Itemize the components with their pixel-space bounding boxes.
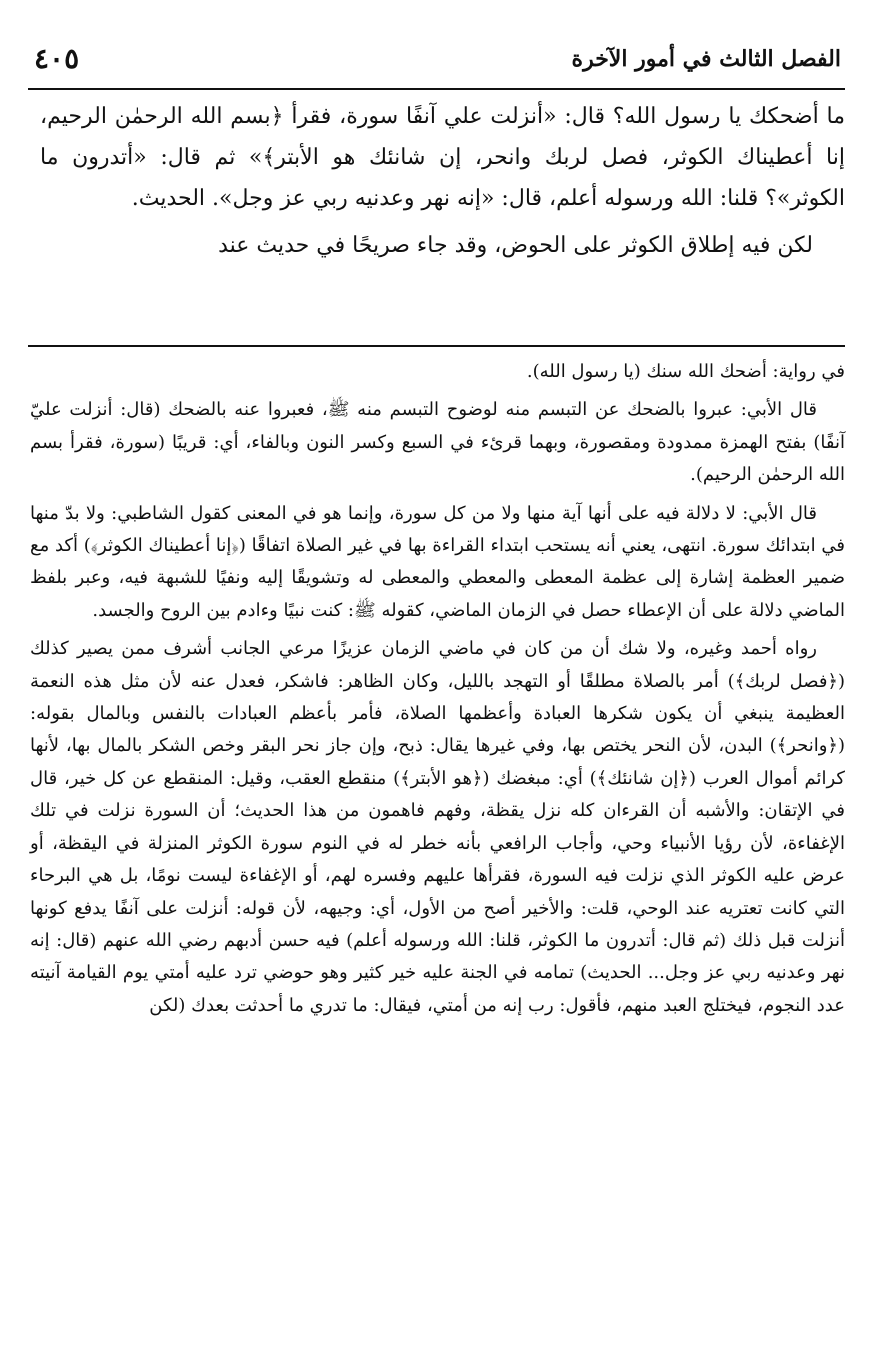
running-title: الفصل الثالث في أمور الآخرة	[571, 46, 841, 72]
main-text	[40, 96, 845, 272]
footnote-separator	[28, 345, 845, 347]
footnotes	[30, 356, 845, 1028]
footnote-paragraph-3: قال الأبي: لا دلالة فيه على أنها آية منها ولا من كل سورة، وإنما هو في المعنى كقول الشاطبي: ولا بدّ منها في ابتدائك سورة. انتهى، يعني أنه يستحب ابتداء القراءة بها في غير الصلاة اتفاقًا (﴿إنا أعطيناك الكوثر﴾) أكد مع ضمير العظمة إشارة إلى عظمة المعطى والمعطي والمعطى له وتشويقًا إليه ونفيًا للشبهة فيه، وعبر بلفظ الماضي دلالة على أن الإعطاء حصل في الزمان الماضي، كقوله ﷺ: كنت نبيًا وءادم بين الروح والجسد.	[30, 502, 845, 621]
main-paragraph-1: ما أضحكك يا رسول الله؟ قال: «أنزلت علي آنفًا سورة، فقرأ ﴿بسم الله الرحمٰن الرحيم، إنا أعطيناك الكوثر، فصل لربك وانحر، إن شانئك هو الأبتر﴾» ثم قال: «أتدرون ما الكوثر»؟ قلنا: الله ورسوله أعلم، قال: «إنه نهر وعدنيه ربي عز وجل». الحديث.	[40, 104, 845, 211]
footnote-paragraph-4: رواه أحمد وغيره، ولا شك أن من كان في ماضي الزمان عزيزًا مرعي الجانب أشرف ممن يصير كذلك (﴿فصل لربك﴾) أمر بالصلاة مطلقًا أو التهجد بالليل، وكان الظاهر: فاشكر، فعدل عنه لأن مثل هذه النعمة العظيمة ينبغي أن يكون شكرها العبادة وأعظمها الصلاة، فأمر بأعظم العبادات بالنفس وبالمال بقوله: (﴿وانحر﴾) البدن، لأن النحر يختص بها، وفي غيرها يقال: ذبح، وإن جاز نحر البقر وخص الشكر بالمال بها، لأنها كرائم أموال العرب (﴿إن شانئك﴾) أي: مبغضك (﴿هو الأبتر﴾) منقطع العقب، وقيل: المنقطع عن كل خير، قال في الإتقان: والأشبه أن القرءان كله نزل يقظة، وفهم فاهمون من هذا الحديث؛ أن السورة نزلت في تلك الإغفاءة، لأن رؤيا الأنبياء وحي، وأجاب الرافعي بأنه خطر له في النوم سورة الكوثر المنزلة في اليقظة، أو عرض عليه الكوثر الذي نزلت فيه السورة، فقرأها عليهم وفسره لهم، أو الإغفاءة ليست نومًا، بل هي البرحاء التي كانت تعتريه عند الوحي، قلت: والأخير أصح من الأول، أي: وجيهه، لأن قوله: أنزلت على آنفًا يدفع كونها أنزلت قبل ذلك (ثم قال: أتدرون ما الكوثر، قلنا: الله ورسوله أعلم) فيه حسن أدبهم رضي الله عنهم (قال: إنه نهر وعدنيه ربي عز وجل... الحديث) تمامه في الجنة عليه خير كثير وهو حوضي ترد عليه أمتي يوم القيامة آنيته عدد النجوم، فيختلج العبد منهم، فأقول: رب إنه من أمتي، فيقال: ما تدري ما أحدثت بعدك (لكن	[30, 638, 845, 1016]
page-number: ٤٠٥	[34, 42, 80, 75]
main-paragraph-2: لكن فيه إطلاق الكوثر على الحوض، وقد جاء صريحًا في حديث عند	[218, 233, 813, 258]
footnote-paragraph-1: في رواية: أضحك الله سنك (يا رسول الله).	[526, 361, 845, 382]
page-header	[28, 40, 845, 90]
footnote-paragraph-2: قال الأبي: عبروا بالضحك عن التبسم منه لوضوح التبسم منه ﷺ، فعبروا عنه بالضحك (قال: أنزلت عليّ آنفًا) بفتح الهمزة ممدودة ومقصورة، وبهما قرئء في السبع وكسر النون وبالفاء، أي: قريبًا (سورة، فقرأ بسم الله الرحمٰن الرحيم).	[30, 399, 845, 486]
